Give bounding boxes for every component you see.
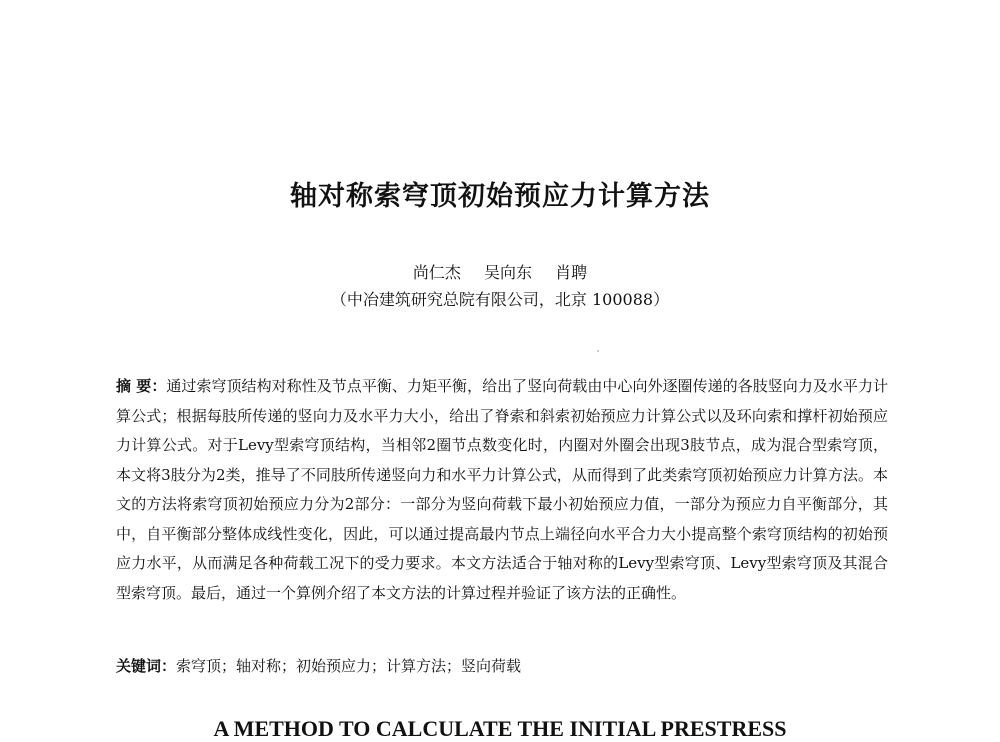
abstract: [116, 372, 888, 608]
keywords-body: 索穹顶；轴对称；初始预应力；计算方法；竖向荷载: [176, 657, 522, 675]
scan-speck: [597, 350, 599, 352]
abstract-body: 通过索穹顶结构对称性及节点平衡、力矩平衡，给出了竖向荷载由中心向外逐圈传递的各肢竖向力及水平力计算公式；根据每肢所传递的竖向力及水平力大小，给出了脊索和斜索初始预应力计算公式以及环向索和撑杆初始预应力计算公式。对于Levy型索穹顶结构，当相邻2圈节点数变化时，内圈对外圈会出现3肢节点，成为混合型索穹顶，本文将3肢分为2类，推导了不同肢所传递竖向力和水平力计算公式，从而得到了此类索穹顶初始预应力计算方法。本文的方法将索穹顶初始预应力分为2部分：一部分为竖向荷载下最小初始预应力值，一部分为预应力自平衡部分，其中，自平衡部分整体成线性变化，因此，可以通过提高最内节点上端径向水平合力大小提高整个索穹顶结构的初始预应力水平，从而满足各种荷载工况下的受力要求。本文方法适合于轴对称的Levy型索穹顶、Levy型索穹顶及其混合型索穹顶。最后，通过一个算例介绍了本文方法的计算过程并验证了该方法的正确性。: [116, 377, 888, 602]
paper-title: 轴对称索穹顶初始预应力计算方法: [290, 181, 710, 212]
english-title: A METHOD TO CALCULATE THE INITIAL PRESTRESS: [213, 716, 787, 741]
keywords: [116, 654, 888, 678]
abstract-label: 摘 要：: [116, 377, 167, 395]
affiliation: （中冶建筑研究总院有限公司，北京 100088）: [330, 290, 670, 309]
author-list: 尚仁杰 吴向东 肖聘: [412, 263, 588, 282]
keywords-label: 关键词：: [116, 657, 177, 675]
